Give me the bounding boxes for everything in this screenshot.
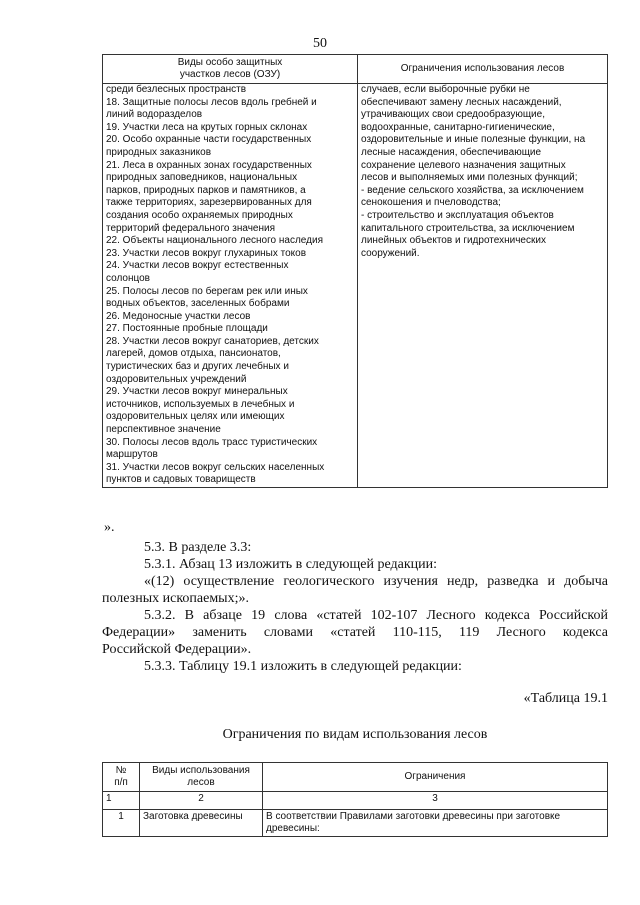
row-restrictions: В соответствии Правилами заготовки древесины при заготовке древесины: [263,810,608,837]
closing-quote: ». [104,520,115,535]
body-paragraphs [102,539,608,675]
table-header-row [103,763,608,792]
paragraph-5-3-2-line-1: 5.3.2. В абзаце 19 слова «статей 102-107 Лесного кодекса Российской [144,608,608,623]
table-row [103,84,608,488]
page-number: 50 [313,36,327,51]
protected-areas-table [102,54,608,488]
column-number-3: 3 [263,792,608,810]
paragraph-5-3-3: 5.3.3. Таблицу 19.1 изложить в следующей редакции: [144,659,462,674]
header-protected-area-types: Виды особо защитных участков лесов (ОЗУ) [103,55,358,84]
table-header-row [103,55,608,84]
table-row [103,810,608,837]
table-label: «Таблица 19.1 [523,691,608,706]
row-number: 1 [103,810,140,837]
protected-area-list: среди безлесных пространств 18. Защитные полосы лесов вдоль гребней и линий водоразделов 19. Участки леса на крутых горных склонах 20. Особо охранные части государственных природных заказников 21. Леса в охранных зонах государственных природных заповедников, национальных парков, природных парков и памятников, а также территориях, зарезервированных для создания особо охраняемых природных территорий федерального значения 22. Объекты национального лесного наследия 23. Участки лесов вокруг глухариных токов 24. Участки лесов вокруг естественных солонцов 25. Полосы лесов по берегам рек или иных водных объектов, заселенных бобрами 26. Медоносные участки лесов 27. Постоянные пробные площади 28. Участки лесов вокруг санаториев, детских лагерей, домов отдыха, пансионатов, туристических баз и других лечебных и оздоровительных учреждений 29. Участки лесов вокруг минеральных источников, используемых в лечебных и оздоровительных целях или имеющих перспективное значение 30. Полосы лесов вдоль трасс туристических маршрутов 31. Участки лесов вокруг сельских населенных пунктов и садовых товариществ [103,84,358,488]
header-number: № п/п [103,763,140,792]
paragraph-5-3-2-line-2: Федерации» заменить словами «статей 110-115, 119 Лесного кодекса [102,625,608,640]
forest-use-restrictions-table [102,762,608,837]
column-number-1: 1 [103,792,140,810]
paragraph-quote-line-1: «(12) осуществление геологического изучения недр, разведка и добыча [144,574,608,589]
header-restrictions: Ограничения использования лесов [358,55,608,84]
paragraph-5-3: 5.3. В разделе 3.3: [144,540,252,555]
paragraph-5-3-2-line-3: Российской Федерации». [102,642,252,657]
header-forest-use-type: Виды использования лесов [140,763,263,792]
table-title: Ограничения по видам использования лесов [222,727,488,742]
header-restrictions: Ограничения [263,763,608,792]
paragraph-5-3-1: 5.3.1. Абзац 13 изложить в следующей редакции: [144,557,438,572]
table-column-numbers-row [103,792,608,810]
restrictions-text: случаев, если выборочные рубки не обеспечивают замену лесных насаждений, утрачивающих свои средообразующие, водоохранные, санитарно-гигиенические, оздоровительные и иные полезные функции, на лесные насаждения, обеспечивающие сохранение целевого назначения защитных лесов и выполняемых ими полезных функций; - ведение сельского хозяйства, за исключением сенокошения и пчеловодства; - строительство и эксплуатация объектов капитального строительства, за исключением линейных объектов и гидротехнических сооружений. [358,84,608,488]
paragraph-quote-line-2: полезных ископаемых;». [102,591,249,606]
column-number-2: 2 [140,792,263,810]
row-forest-use-type: Заготовка древесины [140,810,263,837]
